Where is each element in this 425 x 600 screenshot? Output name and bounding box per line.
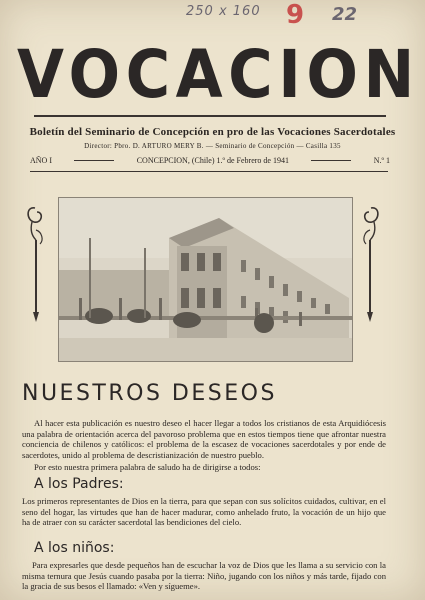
scroll-ornament-icon bbox=[358, 200, 384, 325]
year-label: AÑO I bbox=[30, 156, 52, 165]
seminary-building-photo-icon bbox=[59, 198, 352, 361]
director-line: Director: Pbro. D. ARTURO MERY B. — Seminario de Concepción — Casilla 135 bbox=[84, 142, 341, 150]
divider bbox=[311, 160, 351, 161]
divider bbox=[74, 160, 114, 161]
masthead-rule bbox=[34, 115, 386, 117]
date-label: CONCEPCION, (Chile) 1.º de Febrero de 1941 bbox=[136, 156, 289, 165]
intro-paragraph: Al hacer esta publicación es nuestro deseo el hacer llegar a todos los cristianos de esta Arquidiócesis una palabra de orientación acerca del pavoroso problema que en estos tiempos tiene que afrontar nuestra conciencia de chilenos y católicos: el problema de la escasez de vocaciones sacerdotales y por ende de sacerdotes, unido al problema de descristianización de nuestro pueblo. bbox=[22, 418, 386, 460]
handwritten-number: 22 bbox=[332, 4, 358, 25]
greeting-paragraph: Por esto nuestra primera palabra de saludo ha de dirigirse a todos: bbox=[34, 462, 261, 472]
scroll-ornament-icon bbox=[22, 200, 48, 325]
article-title: NUESTROS DESEOS bbox=[22, 381, 277, 406]
masthead-bottom-rule bbox=[30, 171, 388, 172]
dateline bbox=[30, 156, 390, 165]
seminary-photo bbox=[58, 197, 353, 362]
ninos-heading: A los niños: bbox=[34, 540, 115, 556]
handwritten-reference: 250 x 160 bbox=[186, 4, 261, 19]
padres-heading: A los Padres: bbox=[34, 476, 124, 492]
issue-label: N.º 1 bbox=[373, 156, 390, 165]
masthead-title: VOCACION bbox=[17, 36, 420, 113]
handwritten-red-mark: 9 bbox=[286, 0, 305, 30]
ninos-paragraph: Para expresarles que desde pequeños han de escuchar la voz de Dios que les llama a su servicio con la misma ternura que Jesús cuando pasaba por la tierra: Niño, jugando con los niños y más tarde, fijado con la gracia de sus besos el llamado: «Ven y sígueme». bbox=[22, 560, 386, 592]
padres-paragraph: Los primeros representantes de Dios en la tierra, para que sepan con sus solícitos cuidados, cultivar, en el seno del hogar, las virtudes que han de hacer madurar, como anhelado fruto, la vocación de un hijo que ha de atraer con su carácter sacerdotal las bendiciones del cielo. bbox=[22, 496, 386, 528]
masthead-subtitle: Boletín del Seminario de Concepción en pro de las Vocaciones Sacerdotales bbox=[29, 126, 396, 138]
